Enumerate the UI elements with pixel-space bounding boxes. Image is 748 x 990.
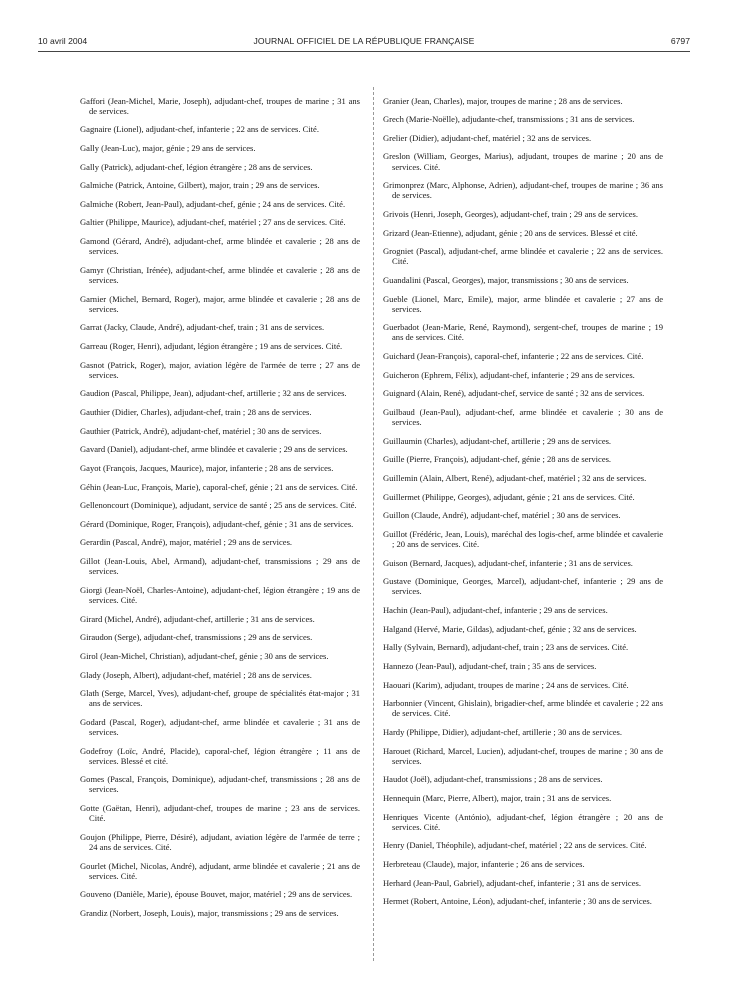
list-item: Guillemin (Alain, Albert, René), adjudant-chef, matériel ; 32 ans de services. <box>383 473 647 483</box>
list-item: Glath (Serge, Marcel, Yves), adjudant-chef, groupe de spécialités état-major ; 31 ans de services. <box>80 688 360 709</box>
list-item: Herbreteau (Claude), major, infanterie ; 26 ans de services. <box>383 859 585 869</box>
list-item: Henriques Vicente (António), adjudant-chef, légion étrangère ; 20 ans de services. Cité. <box>383 811 663 832</box>
list-item: Harbonnier (Vincent, Ghislain), brigadier-chef, arme blindée et cavalerie ; 22 ans de services. Cité. <box>383 698 663 719</box>
list-item: Haudot (Joël), adjudant-chef, transmissions ; 28 ans de services. <box>383 774 603 785</box>
journal-title: JOURNAL OFFICIEL DE LA RÉPUBLIQUE FRANÇAISE <box>253 36 475 46</box>
list-item: Greslon (William, Georges, Marius), adjudant, troupes de marine ; 20 ans de services. Cité. <box>383 151 663 172</box>
list-item: Godard (Pascal, Roger), adjudant-chef, arme blindée et cavalerie ; 31 ans de services. <box>80 716 360 737</box>
list-item: Gauthier (Didier, Charles), adjudant-chef, train ; 28 ans de services. <box>80 406 312 417</box>
list-item: Henry (Daniel, Théophile), adjudant-chef, matériel ; 22 ans de services. Cité. <box>383 840 647 851</box>
list-item: Grelier (Didier), adjudant-chef, matériel ; 32 ans de services. <box>383 132 592 143</box>
list-item: Gerardin (Pascal, André), major, matériel ; 29 ans de services. <box>80 537 293 548</box>
right-column <box>383 87 663 909</box>
list-item: Guichard (Jean-François), caporal-chef, infanterie ; 22 ans de services. Cité. <box>383 351 644 362</box>
list-item: Hachin (Jean-Paul), adjudant-chef, infanterie ; 29 ans de services. <box>383 605 608 616</box>
list-item: Giorgi (Jean-Noël, Charles-Antoine), adjudant-chef, légion étrangère ; 19 ans de services. Cité. <box>80 584 360 605</box>
list-item: Galtier (Philippe, Maurice), adjudant-chef, matériel ; 27 ans de services. Cité. <box>80 217 346 228</box>
list-item: Garrat (Jacky, Claude, André), adjudant-chef, train ; 31 ans de services. <box>80 322 325 333</box>
list-item: Girard (Michel, André), adjudant-chef, artillerie ; 31 ans de services. <box>80 613 315 624</box>
list-item: Guillon (Claude, André), adjudant-chef, matériel ; 30 ans de services. <box>383 510 621 521</box>
list-item: Guillermet (Philippe, Georges), adjudant, génie ; 21 ans de services. Cité. <box>383 491 635 502</box>
list-item: Gagnaire (Lionel), adjudant-chef, infanterie ; 22 ans de services. Cité. <box>80 124 319 135</box>
list-item: Gustave (Dominique, Georges, Marcel), adjudant-chef, infanterie ; 29 ans de services. <box>383 576 663 597</box>
list-item: Giraudon (Serge), adjudant-chef, transmissions ; 29 ans de services. <box>80 632 313 643</box>
list-item: Gavard (Daniel), adjudant-chef, arme blindée et cavalerie ; 29 ans de services. <box>80 444 348 455</box>
list-item: Gaudion (Pascal, Philippe, Jean), adjudant-chef, artillerie ; 32 ans de services. <box>80 388 347 399</box>
list-item: Gouveno (Danièle, Marie), épouse Bouvet, major, matériel ; 29 ans de services. <box>80 889 353 900</box>
list-item: Girol (Jean-Michel, Christian), adjudant-chef, génie ; 30 ans de services. <box>80 650 329 661</box>
list-item: Galmiche (Robert, Jean-Paul), adjudant-chef, génie ; 24 ans de services. Cité. <box>80 198 346 209</box>
list-item: Gérard (Dominique, Roger, François), adjudant-chef, génie ; 31 ans de services. <box>80 518 354 529</box>
list-item: Godefroy (Loïc, André, Placide), caporal-chef, légion étrangère ; 11 ans de services. Blessé et cité. <box>80 745 360 766</box>
list-item: Glady (Joseph, Albert), adjudant-chef, matériel ; 28 ans de services. <box>80 669 312 680</box>
list-item: Gotte (Gaëtan, Henri), adjudant-chef, troupes de marine ; 23 ans de services. Cité. <box>80 803 360 824</box>
list-item: Grandiz (Norbert, Joseph, Louis), major, transmissions ; 29 ans de services. <box>80 907 339 918</box>
list-item: Garnier (Michel, Bernard, Roger), major, arme blindée et cavalerie ; 28 ans de services. <box>80 293 360 314</box>
list-item: Géhin (Jean-Luc, François, Marie), caporal-chef, génie ; 21 ans de services. Cité. <box>80 481 358 492</box>
list-item: Hally (Sylvain, Bernard), adjudant-chef, train ; 23 ans de services. Cité. <box>383 642 629 653</box>
list-item: Gally (Jean-Luc), major, génie ; 29 ans de services. <box>80 142 256 153</box>
list-item: Gally (Patrick), adjudant-chef, légion étrangère ; 28 ans de services. <box>80 161 313 172</box>
list-item: Guilbaud (Jean-Paul), adjudant-chef, arme blindée et cavalerie ; 30 ans de services. <box>383 406 663 428</box>
list-item: Gamond (Gérard, André), adjudant-chef, arme blindée et cavalerie ; 28 ans de services. <box>80 236 360 257</box>
list-item: Hennequin (Marc, Pierre, Albert), major, train ; 31 ans de services. <box>383 792 612 803</box>
list-item: Grech (Marie-Noëlle), adjudante-chef, transmissions ; 31 ans de services. <box>383 114 635 125</box>
list-item: Gauthier (Patrick, André), adjudant-chef, matériel ; 30 ans de services. <box>80 425 322 436</box>
list-item: Galmiche (Patrick, Antoine, Gilbert), major, train ; 29 ans de services. <box>80 180 320 191</box>
page-header <box>38 36 690 50</box>
list-item: Gueble (Lionel, Marc, Emile), major, arme blindée et cavalerie ; 27 ans de services. <box>383 293 663 314</box>
list-item: Gayot (François, Jacques, Maurice), major, infanterie ; 28 ans de services. <box>80 462 334 473</box>
list-item: Goujon (Philippe, Pierre, Désiré), adjudant, aviation légère de l'armée de terre ; 24 ans de services. Cité. <box>80 831 360 852</box>
publication-date: 10 avril 2004 <box>38 36 88 46</box>
list-item: Grimonprez (Marc, Alphonse, Adrien), adjudant-chef, troupes de marine ; 36 ans de services. <box>383 180 663 201</box>
list-item: Hermet (Robert, Antoine, Léon), adjudant-chef, infanterie ; 30 ans de services. <box>383 896 652 907</box>
page-number: 6797 <box>670 36 690 46</box>
list-item: Grizard (Jean-Etienne), adjudant, génie ; 20 ans de services. Blessé et cité. <box>383 227 638 238</box>
left-column <box>80 87 360 920</box>
list-item: Guille (Pierre, François), adjudant-chef, génie ; 28 ans de services. <box>383 454 612 465</box>
list-item: Guison (Bernard, Jacques), adjudant-chef, infanterie ; 31 ans de services. <box>383 557 633 568</box>
list-item: Gellenoncourt (Dominique), adjudant, service de santé ; 25 ans de services. Cité. <box>80 500 357 511</box>
list-item: Gillot (Jean-Louis, Abel, Armand), adjudant-chef, transmissions ; 29 ans de services. <box>80 556 360 577</box>
list-item: Garreau (Roger, Henri), adjudant, légion étrangère ; 19 ans de services. Cité. <box>80 340 343 351</box>
list-item: Guillaumin (Charles), adjudant-chef, artillerie ; 29 ans de services. <box>383 435 612 446</box>
list-item: Halgand (Hervé, Marie, Gildas), adjudant-chef, génie ; 32 ans de services. <box>383 623 637 634</box>
list-item: Gaffori (Jean-Michel, Marie, Joseph), adjudant-chef, troupes de marine ; 31 ans de services. <box>80 95 360 116</box>
list-item: Guignard (Alain, René), adjudant-chef, service de santé ; 32 ans de services. <box>383 388 645 399</box>
list-item: Hannezo (Jean-Paul), adjudant-chef, train ; 35 ans de services. <box>383 660 597 671</box>
list-item: Harouet (Richard, Marcel, Lucien), adjudant-chef, troupes de marine ; 30 ans de services. <box>383 745 663 766</box>
list-item: Haouari (Karim), adjudant, troupes de marine ; 24 ans de services. Cité. <box>383 679 629 690</box>
header-rule <box>38 51 690 52</box>
list-item: Hardy (Philippe, Didier), adjudant-chef, artillerie ; 30 ans de services. <box>383 726 622 737</box>
list-item: Gomes (Pascal, François, Dominique), adjudant-chef, transmissions ; 28 ans de services. <box>80 774 360 795</box>
list-item: Guandalini (Pascal, Georges), major, transmissions ; 30 ans de services. <box>383 274 629 285</box>
list-item: Grivois (Henri, Joseph, Georges), adjudant-chef, train ; 29 ans de services. <box>383 208 638 219</box>
list-item: Granier (Jean, Charles), major, troupes de marine ; 28 ans de services. <box>383 95 623 106</box>
list-item: Gasnot (Patrick, Roger), major, aviation légère de l'armée de terre ; 27 ans de services. <box>80 359 360 380</box>
column-divider <box>373 87 374 961</box>
list-item: Gamyr (Christian, Irénée), adjudant-chef, arme blindée et cavalerie ; 28 ans de services. <box>80 264 360 285</box>
list-item: Guicheron (Ephrem, Félix), adjudant-chef, infanterie ; 29 ans de services. <box>383 369 635 380</box>
list-item: Guillot (Frédéric, Jean, Louis), maréchal des logis-chef, arme blindée et cavalerie ; 20 ans de services. Cité. <box>383 528 663 550</box>
list-item: Guerbadot (Jean-Marie, René, Raymond), sergent-chef, troupes de marine ; 19 ans de services. Cité. <box>383 322 663 343</box>
list-item: Grogniet (Pascal), adjudant-chef, arme blindée et cavalerie ; 22 ans de services. Cité. <box>383 246 663 267</box>
list-item: Herhard (Jean-Paul, Gabriel), adjudant-chef, infanterie ; 31 ans de services. <box>383 877 641 888</box>
list-item: Gourlet (Michel, Nicolas, André), adjudant, arme blindée et cavalerie ; 21 ans de services. Cité. <box>80 860 360 881</box>
